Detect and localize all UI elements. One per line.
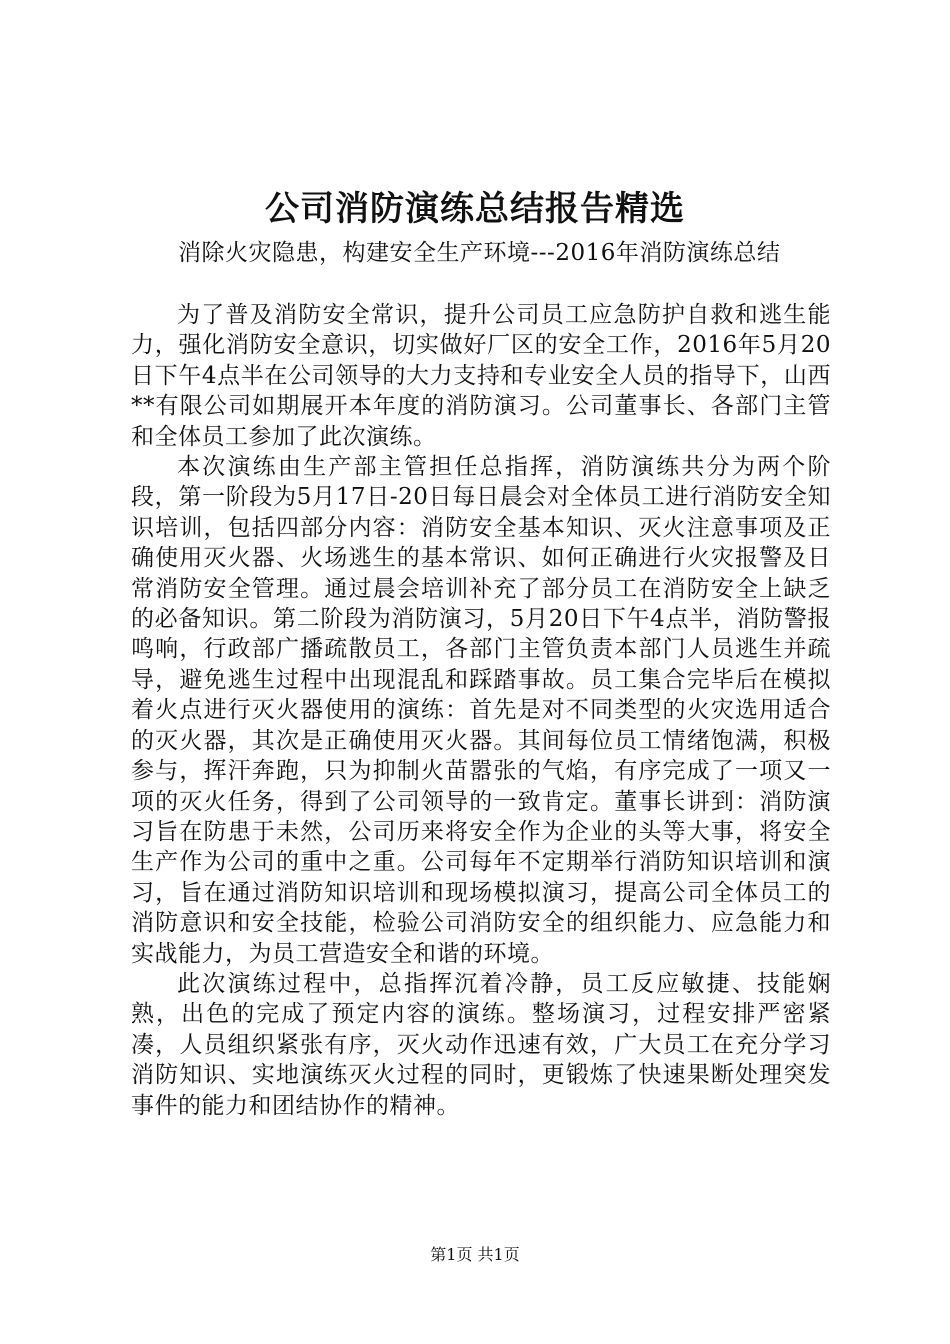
body-paragraph: 此次演练过程中，总指挥沉着冷静，员工反应敏捷、技能娴熟，出色的完成了预定内容的演练。整场演习，过程安排严密紧凑，人员组织紧张有序，灭火动作迅速有效，广大员工在充分学习消防知识、实地演练灭火过程的同时，更锻炼了快速果断处理突发事件的能力和团结协作的精神。 xyxy=(131,970,831,1119)
body-paragraph: 为了普及消防安全常识，提升公司员工应急防护自救和逃生能力，强化消防安全意识，切实做好厂区的安全工作，2016年5月20日下午4点半在公司领导的大力支持和专业安全人员的指导下，山西**有限公司如期展开本年度的消防演习。公司董事长、各部门主管和全体员工参加了此次演练。 xyxy=(131,302,831,450)
document-subtitle: 消除火灾隐患，构建安全生产环境---2016年消防演练总结 xyxy=(178,240,781,266)
document-body xyxy=(131,300,831,1121)
page-number-footer: 第1页 共1页 xyxy=(430,1245,520,1264)
document-title: 公司消防演练总结报告精选 xyxy=(265,189,685,229)
body-paragraph: 本次演练由生产部主管担任总指挥，消防演练共分为两个阶段，第一阶段为5月17日-20日每日晨会对全体员工进行消防安全知识培训，包括四部分内容：消防安全基本知识、灭火注意事项及正确使用灭火器、火场逃生的基本常识、如何正确进行火灾报警及日常消防安全管理。通过晨会培训补充了部分员工在消防安全上缺乏的必备知识。第二阶段为消防演习，5月20日下午4点半，消防警报鸣响，行政部广播疏散员工，各部门主管负责本部门人员逃生并疏导，避免逃生过程中出现混乱和踩踏事故。员工集合完毕后在模拟着火点进行灭火器使用的演练：首先是对不同类型的火灾选用适合的灭火器，其次是正确使用灭火器。其间每位员工情绪饱满，积极参与，挥汗奔跑，只为抑制火苗嚣张的气焰，有序完成了一项又一项的灭火任务，得到了公司领导的一致肯定。董事长讲到：消防演习旨在防患于未然，公司历来将安全作为企业的头等大事，将安全生产作为公司的重中之重。公司每年不定期举行消防知识培训和演习，旨在通过消防知识培训和现场模拟演习，提高公司全体员工的消防意识和安全技能，检验公司消防安全的组织能力、应急能力和实战能力，为员工营造安全和谐的环境。 xyxy=(131,454,831,967)
